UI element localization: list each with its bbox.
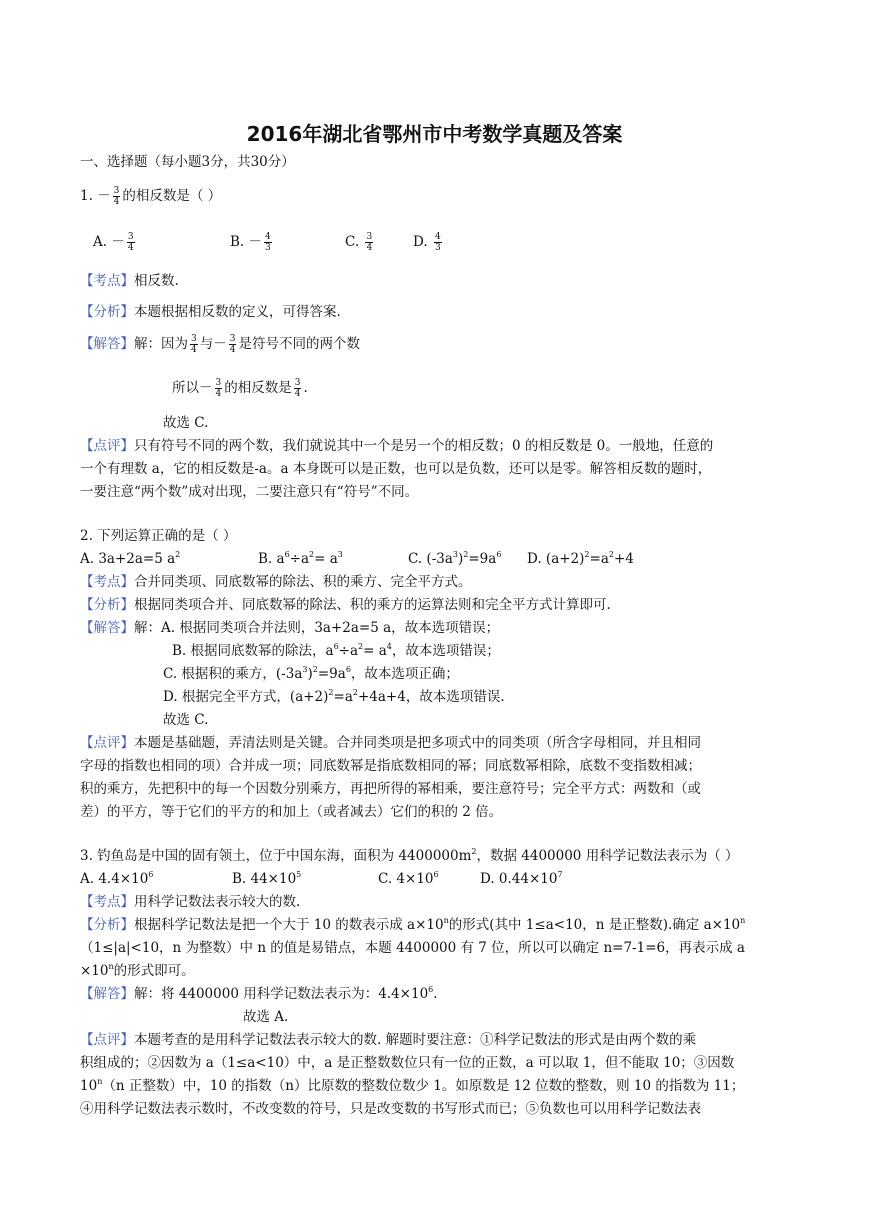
q2-stem: 2. 下列运算正确的是（ ）: [80, 528, 237, 544]
q3-answer: 故选 A.: [243, 1009, 289, 1025]
q2-dianping-line2: 字母的指数也相同的项）合并成一项；同底数幂是指底数相同的幂；同底数幂相除，底数不变指数相减；: [80, 758, 701, 774]
q1-kaodian: 【考点】相反数.: [80, 273, 179, 289]
q3-option-a: A. $4.4\times 10^6$: [80, 870, 154, 887]
q2-dianping-line3: 积的乘方，先把积中的每一个因数分别乘方，再把所得的幂相乘，要注意符号；完全平方式：两数和（或: [80, 781, 701, 797]
q1-fenxi: 【分析】本题根据相反数的定义，可得答案.: [80, 304, 341, 320]
q1-dianping-line2: 一个有理数 a，它的相反数是-a。a 本身既可以是正数，也可以是负数，还可以是零。解答相反数的题时，: [80, 461, 712, 477]
q1-option-c: C. $\frac{3}{4}$: [345, 232, 373, 253]
q2-dianping: 【点评】本题是基础题，弄清法则是关键。合并同类项是把多项式中的同类项（所含字母相同，并且相同: [80, 735, 701, 751]
q2-jieda-d: D. 根据完全平方式，$(a+2)^2=a^2+4a+4$，故本选项错误.: [163, 688, 505, 705]
q3-fenxi-line2: （1≤|a|<10，n 为整数）中 n 的值是易错点，本题 4400000 有 7 位，所以可以确定 n=7-1=6，再表示成 a: [80, 940, 745, 956]
q2-answer: 故选 C.: [163, 712, 209, 728]
q2-kaodian: 【考点】合并同类项、同底数幂的除法、积的乘方、完全平方式。: [80, 574, 472, 590]
q2-option-d: D. $(a+2)^2=a^2+4$: [527, 550, 634, 567]
q2-dianping-line4: 差）的平方，等于它们的平方的和加上（或者减去）它们的积的 2 倍。: [80, 804, 503, 820]
q3-dianping: 【点评】本题考查的是用科学记数法表示较大的数. 解题时要注意：①科学记数法的形式是由两个数的乘: [80, 1032, 697, 1048]
q3-kaodian: 【考点】用科学记数法表示较大的数.: [80, 894, 301, 910]
q1-dianping-line3: 一要注意“两个数”成对出现，二要注意只有“符号”不同。: [80, 484, 419, 500]
q1-option-a: A. － $\frac{3}{4}$: [93, 232, 134, 253]
q3-jieda: 【解答】解：将 4400000 用科学记数法表示为：$4.4\times 10^6$.: [80, 985, 438, 1002]
q1-option-b: B. － $\frac{4}{3}$: [230, 232, 271, 253]
q2-fenxi: 【分析】根据同类项合并、同底数幂的除法、积的乘方的运算法则和完全平方式计算即可.: [80, 597, 611, 613]
q1-stem: 1. － $\frac{3}{4}$ 的相反数是（ ）: [80, 186, 222, 207]
section-heading: 一、选择题（每小题3分，共30分）: [80, 154, 295, 170]
q3-stem: 3. 钓鱼岛是中国的固有领土，位于中国东海，面积为 $4400000m^2$，数据 4400000 用科学记数法表示为（ ）: [80, 847, 739, 864]
q2-jieda-b: B. 根据同底数幂的除法，$a^6\div a^2= a^4$，故本选项错误；: [172, 642, 500, 659]
q3-fenxi: 【分析】根据科学记数法是把一个大于 10 的数表示成 $a\times 10^n$的形式(其中 1≤a<10，n 是正整数).确定 $a\times 10^n$: [80, 916, 746, 933]
q2-jieda: 【解答】解：A. 根据同类项合并法则，3a+2a=5 a，故本选项错误；: [80, 620, 500, 636]
page-title: 2016年湖北省鄂州市中考数学真题及答案: [246, 122, 623, 146]
q2-option-a: A. 3a+2a=5 $a^2$: [80, 550, 181, 567]
q1-jieda: 【解答】解：因为 $\frac{3}{4}$ 与－ $\frac{3}{4}$ 是符号不同的两个数: [80, 334, 360, 355]
q1-jieda-conclusion: 所以－ $\frac{3}{4}$ 的相反数是 $\frac{3}{4}$ .: [172, 378, 308, 399]
q1-dianping: 【点评】只有符号不同的两个数，我们就说其中一个是另一个的相反数；0 的相反数是 0。一般地，任意的: [80, 438, 714, 454]
q3-option-d: D. $0.44\times 10^7$: [480, 870, 563, 887]
q3-dianping-line2: 积组成的；②因数为 a（1≤a<10）中，a 是正整数数位只有一位的正数，a 可以取 1，但不能取 10；③因数: [80, 1055, 735, 1071]
q2-option-c: C. $(-3a^3)^2=9a^6$: [408, 550, 502, 567]
q3-dianping-line4: ④用科学记数法表示数时，不改变数的符号，只是改变数的书写形式而已；⑤负数也可以用科学记数法表: [80, 1101, 701, 1117]
q2-jieda-c: C. 根据积的乘方，$(-3a^3)^2=9a^6$，故本选项正确；: [163, 665, 459, 682]
q2-option-b: B. $a^6\div a^2= a^3$: [258, 550, 343, 567]
q3-fenxi-line3: $\times 10^n$的形式即可。: [80, 962, 195, 979]
q3-option-b: B. $44\times 10^5$: [232, 870, 302, 887]
q3-option-c: C. $4\times 10^6$: [378, 870, 439, 887]
q3-dianping-line3: 10$^n$（n 正整数）中，10 的指数（n）比原数的整数位数少 1。如原数是 12 位数的整数，则 10 的指数为 11；: [80, 1077, 745, 1094]
fraction: $\frac{3}{4}$: [113, 186, 120, 207]
q1-answer: 故选 C.: [163, 415, 209, 431]
q1-option-d: D. $\frac{4}{3}$: [413, 232, 441, 253]
